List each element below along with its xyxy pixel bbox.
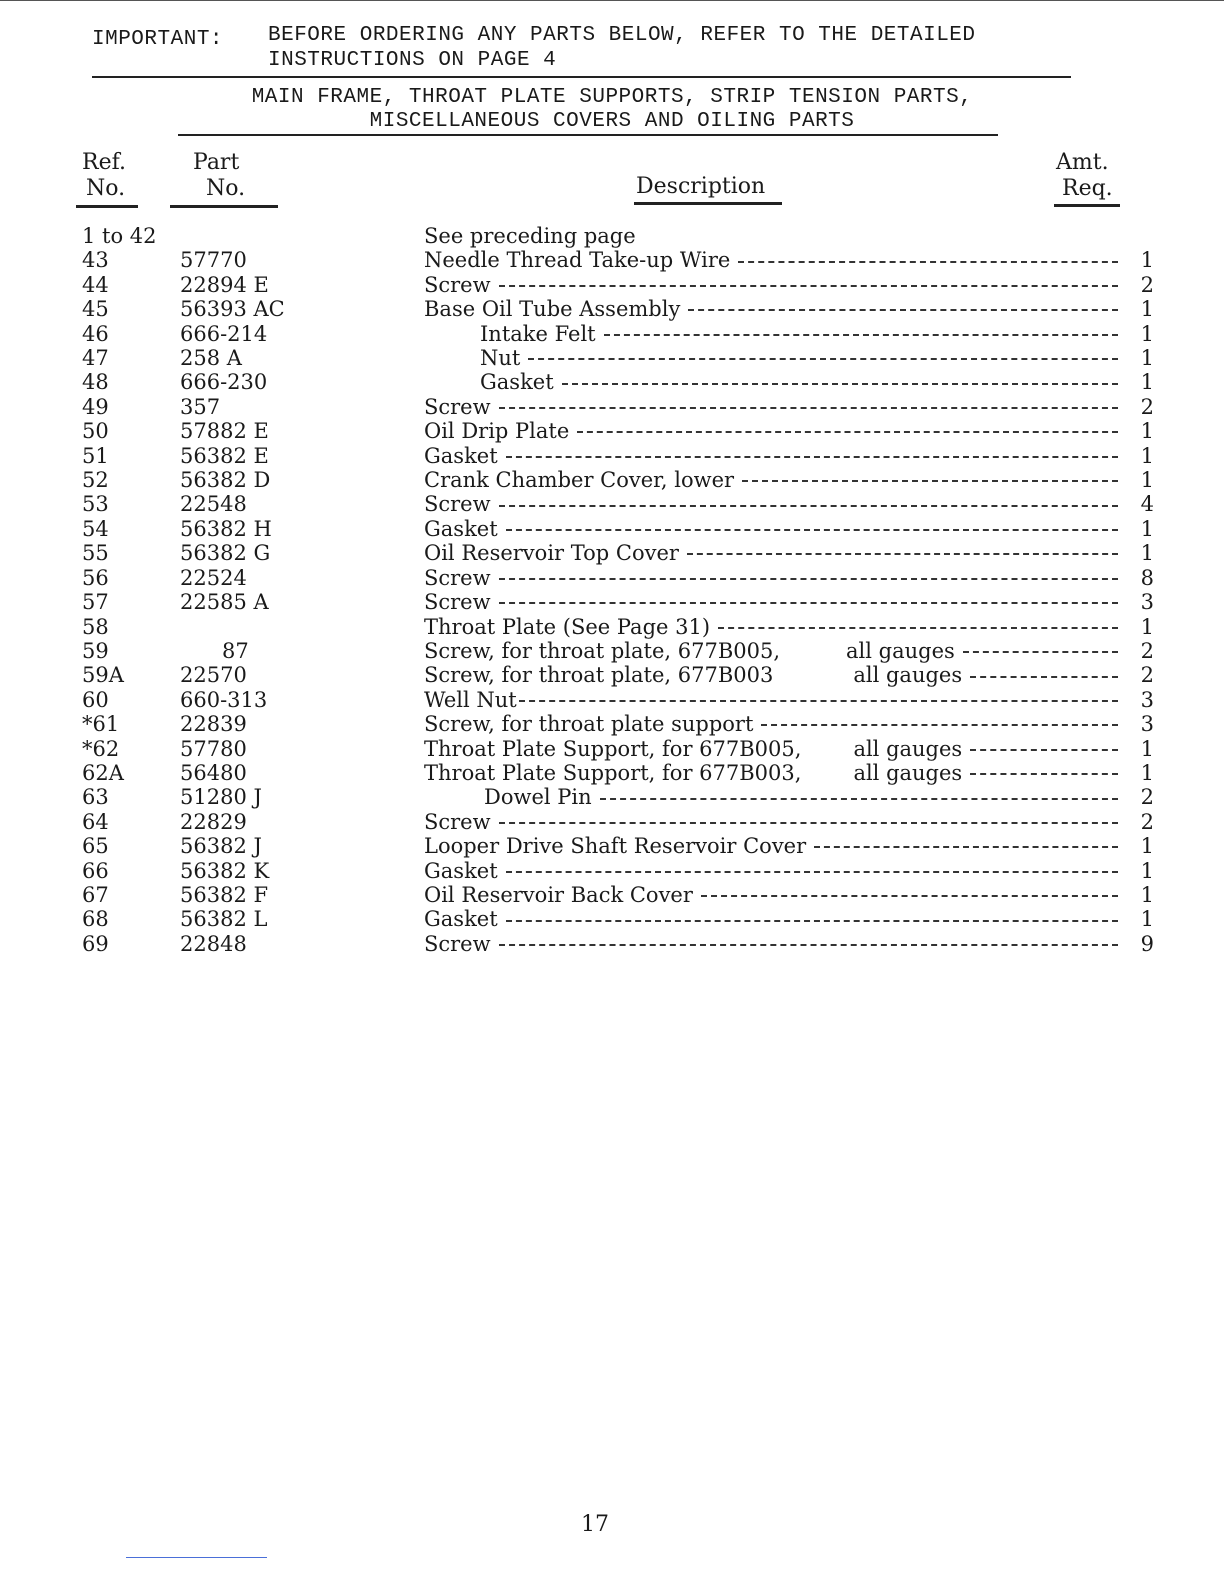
table-row: [76, 639, 1154, 663]
description: [424, 737, 1124, 761]
dash-leader: [528, 358, 1118, 360]
dash-leader: [499, 602, 1118, 604]
dash-leader: [970, 676, 1118, 678]
amount-required: 1: [1140, 346, 1154, 371]
description-text: Screw: [424, 565, 491, 590]
description: [424, 297, 1124, 321]
section-title-line-1: MAIN FRAME, THROAT PLATE SUPPORTS, STRIP TENSION PARTS,: [251, 86, 973, 109]
part-no: 56382 L: [180, 907, 268, 932]
parts-table: [76, 224, 1154, 956]
amount-required: 1: [1140, 443, 1154, 468]
amount-required: 3: [1140, 712, 1154, 737]
amount-required: 2: [1140, 809, 1154, 834]
description-text: Oil Reservoir Top Cover: [424, 541, 679, 566]
description-text: Gasket: [480, 370, 554, 395]
description: [424, 395, 1124, 419]
header-description-underline: [634, 202, 782, 205]
description-gauge: all gauges: [846, 638, 955, 663]
amount-required: 1: [1140, 834, 1154, 859]
amount-required: 1: [1140, 370, 1154, 395]
dash-leader: [499, 822, 1118, 824]
description-text: Screw: [424, 590, 491, 615]
part-no: 57780: [180, 736, 247, 761]
description: [424, 761, 1124, 785]
description-text: Oil Drip Plate: [424, 419, 570, 444]
table-row: [76, 322, 1154, 346]
amount-required: 1: [1140, 248, 1154, 273]
description: [424, 273, 1124, 297]
description-text: Screw: [424, 272, 491, 297]
description: [424, 468, 1124, 492]
table-row: [76, 346, 1154, 370]
header-part-line-2: No.: [206, 176, 246, 201]
top-border: [0, 0, 1224, 1]
table-row: [76, 370, 1154, 394]
description-text: Intake Felt: [480, 321, 596, 346]
amount-required: 2: [1140, 785, 1154, 810]
amount-required: 1: [1140, 516, 1154, 541]
ref-no: 57: [82, 590, 109, 615]
description: [424, 590, 1124, 614]
description: [424, 517, 1124, 541]
part-no: 56393 AC: [180, 297, 285, 322]
page-number: 17: [581, 1512, 609, 1537]
amount-required: 1: [1140, 541, 1154, 566]
ref-no: 45: [82, 297, 109, 322]
ref-no: 55: [82, 541, 109, 566]
dash-leader: [499, 944, 1118, 946]
header-amt-line-2: Req.: [1062, 176, 1113, 201]
part-no: [180, 224, 424, 248]
amount-required: 1: [1140, 907, 1154, 932]
table-row: [76, 810, 1154, 834]
description: [424, 566, 1124, 590]
dash-leader: [814, 846, 1118, 848]
ref-no: 68: [82, 907, 109, 932]
table-row: [76, 224, 1154, 248]
ref-no: 43: [82, 248, 109, 273]
ref-no: 67: [82, 882, 109, 907]
notice-rule: [92, 76, 1071, 78]
amount-required: 1: [1140, 760, 1154, 785]
part-no: 666-230: [180, 370, 268, 395]
description-text: Screw: [424, 809, 491, 834]
table-row: [76, 541, 1154, 565]
bottom-edge-line: [126, 1557, 267, 1558]
description: [424, 785, 1124, 809]
header-amt-underline: [1054, 204, 1120, 207]
ref-no: 56: [82, 565, 109, 590]
description-text: Gasket: [424, 443, 498, 468]
part-no: 56382 H: [180, 516, 272, 541]
part-no: 56382 E: [180, 443, 269, 468]
amount-required: 3: [1140, 687, 1154, 712]
description: [424, 346, 1124, 370]
description: [424, 883, 1124, 907]
amount-required: [1124, 224, 1154, 248]
part-no: 357: [180, 394, 221, 419]
ref-no: 66: [82, 858, 109, 883]
part-no: 660-313: [180, 687, 268, 712]
part-no: 51280 J: [180, 785, 262, 810]
part-no: 87: [222, 638, 249, 663]
table-row: [76, 834, 1154, 858]
table-row: [76, 932, 1154, 956]
table-row: [76, 883, 1154, 907]
description-text: Well Nut: [424, 687, 517, 712]
ref-no: 52: [82, 468, 109, 493]
dash-leader: [970, 749, 1118, 751]
dash-leader: [687, 553, 1118, 555]
ref-no: 46: [82, 321, 109, 346]
dash-leader: [577, 431, 1118, 433]
ref-no: 48: [82, 370, 109, 395]
part-no: 56382 J: [180, 834, 262, 859]
amount-required: 1: [1140, 297, 1154, 322]
ref-no: 59: [82, 638, 109, 663]
table-row: [76, 712, 1154, 736]
amount-required: 2: [1140, 272, 1154, 297]
description-text: Screw, for throat plate support: [424, 712, 754, 737]
description-text: Crank Chamber Cover, lower: [424, 468, 735, 493]
amount-required: 3: [1140, 590, 1154, 615]
table-row: [76, 688, 1154, 712]
notice-line-2: INSTRUCTIONS ON PAGE 4: [268, 49, 557, 72]
ref-no: 47: [82, 346, 109, 371]
part-no: 57882 E: [180, 419, 269, 444]
description: [424, 224, 1124, 248]
table-row: [76, 785, 1154, 809]
amount-required: 2: [1140, 663, 1154, 688]
ref-no: 58: [82, 614, 109, 639]
table-row: [76, 663, 1154, 687]
description-text: Throat Plate Support, for 677B005,: [424, 736, 802, 761]
part-no: 22570: [180, 663, 247, 688]
description-gauge: all gauges: [853, 736, 963, 761]
ref-no: 59A: [82, 663, 124, 688]
description: [424, 615, 1124, 639]
dash-leader: [499, 578, 1118, 580]
part-no: 22548: [180, 492, 247, 517]
part-no: 22585 A: [180, 590, 269, 615]
notice-line-1: BEFORE ORDERING ANY PARTS BELOW, REFER TO THE DETAILED: [268, 24, 976, 47]
ref-no: 64: [82, 809, 109, 834]
ref-no: 49: [82, 394, 109, 419]
table-row: [76, 248, 1154, 272]
section-title-rule: [178, 134, 998, 136]
description-text: Oil Reservoir Back Cover: [424, 882, 693, 907]
ref-no: *61: [82, 712, 120, 737]
header-ref-line-2: No.: [86, 176, 126, 201]
description: [424, 932, 1124, 956]
description: [424, 639, 1124, 663]
ref-no: 65: [82, 834, 109, 859]
part-no: 56382 D: [180, 468, 271, 493]
part-no: 56382 G: [180, 541, 271, 566]
dash-leader: [600, 798, 1118, 800]
part-no: 22829: [180, 809, 247, 834]
dash-leader: [701, 895, 1118, 897]
ref-no: 44: [82, 272, 109, 297]
description: [424, 859, 1124, 883]
description-text: Nut: [480, 346, 521, 371]
table-row: [76, 615, 1154, 639]
amount-required: 2: [1140, 394, 1154, 419]
dash-leader: [718, 627, 1118, 629]
description-gauge: all gauges: [853, 760, 963, 785]
table-row: [76, 761, 1154, 785]
amount-required: 1: [1140, 468, 1154, 493]
notice-label: IMPORTANT:: [92, 28, 224, 51]
table-row: [76, 468, 1154, 492]
description-text: Screw, for throat plate, 677B005,: [424, 638, 781, 663]
table-row: [76, 444, 1154, 468]
description-text: Throat Plate (See Page 31): [424, 614, 711, 639]
amount-required: 2: [1140, 638, 1154, 663]
ref-no: 62A: [82, 760, 124, 785]
ref-no: 54: [82, 516, 109, 541]
dash-leader: [499, 407, 1118, 409]
description: [424, 444, 1124, 468]
header-description: Description: [636, 174, 766, 199]
part-no: 22524: [180, 565, 247, 590]
table-row: [76, 273, 1154, 297]
section-title-line-2: MISCELLANEOUS COVERS AND OILING PARTS: [369, 110, 855, 133]
dash-leader: [499, 505, 1118, 507]
amount-required: 1: [1140, 882, 1154, 907]
ref-no: 69: [82, 931, 109, 956]
description: [424, 907, 1124, 931]
dash-leader: [506, 920, 1118, 922]
description-text: Base Oil Tube Assembly: [424, 297, 681, 322]
description-gauge: all gauges: [853, 663, 963, 688]
dash-leader: [738, 261, 1118, 263]
description-text: Screw: [424, 931, 491, 956]
ref-no: 60: [82, 687, 109, 712]
amount-required: 1: [1140, 736, 1154, 761]
part-no: 56480: [180, 760, 247, 785]
amount-required: 1: [1140, 419, 1154, 444]
table-row: [76, 590, 1154, 614]
table-row: [76, 737, 1154, 761]
part-no: [180, 615, 424, 639]
table-row: [76, 517, 1154, 541]
dash-leader: [688, 309, 1118, 311]
description: [424, 834, 1124, 858]
description: [424, 688, 1124, 712]
dash-leader: [499, 285, 1118, 287]
part-no: 22848: [180, 931, 247, 956]
description-text: See preceding page: [424, 224, 636, 248]
description-text: Screw: [424, 492, 491, 517]
ref-no: 53: [82, 492, 109, 517]
amount-required: 1: [1140, 858, 1154, 883]
description: [424, 712, 1124, 736]
amount-required: 1: [1140, 614, 1154, 639]
dash-leader: [963, 651, 1118, 653]
description: [424, 541, 1124, 565]
part-no: 22839: [180, 712, 247, 737]
description-text: Dowel Pin: [484, 785, 592, 810]
part-no: 57770: [180, 248, 247, 273]
header-part-underline: [170, 205, 278, 208]
description-text: Gasket: [424, 516, 498, 541]
dash-leader: [506, 456, 1118, 458]
description-text: Gasket: [424, 907, 498, 932]
header-part-line-1: Part: [193, 150, 240, 175]
table-row: [76, 859, 1154, 883]
amount-required: 1: [1140, 321, 1154, 346]
header-amt-line-1: Amt.: [1056, 150, 1109, 175]
description-text: Gasket: [424, 858, 498, 883]
description: [424, 492, 1124, 516]
part-no: 258 A: [180, 346, 242, 371]
table-row: [76, 297, 1154, 321]
table-row: [76, 419, 1154, 443]
description-text: Looper Drive Shaft Reservoir Cover: [424, 834, 807, 859]
dash-leader: [604, 334, 1118, 336]
description: [424, 419, 1124, 443]
table-row: [76, 566, 1154, 590]
dash-leader: [761, 724, 1118, 726]
dash-leader: [742, 480, 1118, 482]
part-no: 22894 E: [180, 272, 269, 297]
ref-no: 51: [82, 443, 109, 468]
dash-leader: [970, 773, 1118, 775]
description: [424, 370, 1124, 394]
description-text: Needle Thread Take-up Wire: [424, 248, 731, 273]
ref-no: 50: [82, 419, 109, 444]
part-no: 666-214: [180, 321, 268, 346]
header-ref-line-1: Ref.: [82, 150, 126, 175]
parts-table-body: [76, 224, 1154, 956]
description: [424, 322, 1124, 346]
description: [424, 248, 1124, 272]
part-no: 56382 K: [180, 858, 270, 883]
description-text: Screw, for throat plate, 677B003: [424, 663, 774, 688]
ref-no: *62: [82, 736, 120, 761]
ref-no: 1 to 42: [82, 224, 157, 248]
ref-no: 63: [82, 785, 109, 810]
part-no: 56382 F: [180, 882, 269, 907]
description-text: Screw: [424, 394, 491, 419]
amount-required: 9: [1140, 931, 1154, 956]
description: [424, 810, 1124, 834]
amount-required: 4: [1140, 492, 1154, 517]
table-row: [76, 395, 1154, 419]
table-row: [76, 492, 1154, 516]
dash-leader: [562, 383, 1118, 385]
dash-leader: [506, 871, 1118, 873]
header-ref-underline: [76, 205, 138, 208]
description: [424, 663, 1124, 687]
table-row: [76, 907, 1154, 931]
description-text: Throat Plate Support, for 677B003,: [424, 760, 802, 785]
dash-leader: [506, 529, 1118, 531]
amount-required: 8: [1140, 565, 1154, 590]
dash-leader: [519, 700, 1118, 702]
